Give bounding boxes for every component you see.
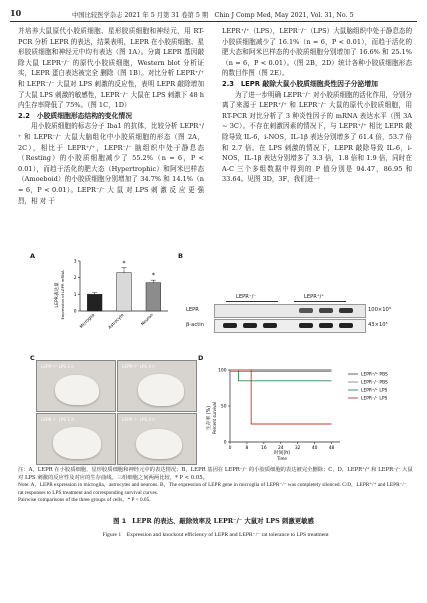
x-tick-label: 16 xyxy=(261,446,267,451)
legend-label: LEPR⁻/⁻ LPS xyxy=(361,396,388,402)
x-tick-label: 40 xyxy=(311,446,318,451)
bar xyxy=(87,294,102,311)
left-column xyxy=(18,26,204,206)
y-tick-label: 100 xyxy=(218,368,227,374)
panel-b-western-blot xyxy=(186,266,418,336)
x-axis-label-en: Time xyxy=(277,456,287,461)
blot-band xyxy=(339,323,353,328)
group-bracket xyxy=(226,301,278,302)
note-en: Note. A，LEPR expression in microglia，astrocytes and neurons. B，The expression of LEPR gene in microglia of LEPR⁻/⁻ was completely silenced. C/D，LEPR⁺/⁺ and LEPR⁻/⁻ rat responses to LPS treatment and corresponding survival curves. xyxy=(18,482,407,496)
y-tick-label: 50 xyxy=(220,404,227,410)
y-axis-label-en: Expression of LEPR mRNA xyxy=(60,270,65,320)
photo-label: LEPR⁻/⁻ LPS 1 h xyxy=(41,417,75,422)
rat-image xyxy=(53,427,101,459)
paragraph: 并培养大鼠原代小胶质细胞、星形胶质细胞和神经元，用 RT-PCR 分析 LEPR 的表达，结果表明，LEPR 在小胶质细胞、星形胶质细胞和神经元中均有表达（图 1A）。分离 LEPR 基因敲除大鼠 LEPR⁻/⁻ 的原代小胶质细胞，Western blot 分析证实，LEPR 蛋白表达被完全 删除（图 1B）。对比分析 LEPR⁺/⁺ 和 LEPR⁻/⁻ 大鼠对 LPS 刺激的反应性，表明 LEPR 敲除增加了大鼠 LPS 刺激的敏感性，LEPR⁻/⁻ 大鼠在 LPS 刺激下 48 h 内生存率降低了 75%。（图 1C，1D） xyxy=(18,27,204,110)
blot-band xyxy=(223,323,237,328)
rat-image xyxy=(138,374,184,406)
row-label: β-actin xyxy=(186,322,204,328)
bar xyxy=(146,283,161,311)
bar-chart-svg xyxy=(54,255,174,333)
group-bracket xyxy=(294,301,346,302)
x-tick-label: 24 xyxy=(277,446,284,451)
panel-d-letter: D xyxy=(198,354,204,362)
x-tick-label: Neuron xyxy=(139,312,155,327)
x-tick-label: Microglia xyxy=(78,312,96,330)
survival-line xyxy=(230,370,332,424)
figure-note xyxy=(18,467,413,505)
journal-running-title: 中国比较医学杂志 2021 年 5 月第 31 卷第 5 期 Chin J Comp Med, May 2021, Vol. 31, No. 5 xyxy=(72,12,354,19)
x-tick-label: 32 xyxy=(294,446,301,451)
y-axis-label: LEPR表达量 xyxy=(55,282,60,308)
section-heading: 2.3 LEPR 敲除大鼠小胶质细胞炎性因子分泌增加 xyxy=(222,79,378,88)
blot-band xyxy=(243,323,257,328)
blot-band xyxy=(319,308,333,313)
panel-a-letter: A xyxy=(30,252,36,260)
significance-star: * xyxy=(122,260,126,268)
panel-b-letter: B xyxy=(178,252,183,260)
mouse-photo xyxy=(117,360,197,412)
paragraph: 用小胶质细胞的标志分子 Iba1 的抗体，比较分析 LEPR⁺/⁺ 和 LEPR⁻/⁻ 大鼠大脑组化中小胶质细胞的形态（图 2A，2C），相比于 LEPR⁺/⁺，LEPR⁻/⁻ 脑组织中处于静息态（Resting）的小胶质细胞减少了 55.2%（n = 6，P < 0.01），而趋于活化的肥大态（Hypertrophic）和阿米巴样态（Amoeboid）的小胶质细胞分别增加了 34.7% 和 14.1%（n = 6，P < 0.01）。LEPR⁻/⁻ 大 鼠 对 LPS 刺 激 反 应 更 强 烈，相 对 于 xyxy=(18,122,204,205)
section-heading: 2.2 小胶质细胞形态结构的变化情况 xyxy=(18,111,132,120)
blot-band xyxy=(319,323,333,328)
x-tick-label: 8 xyxy=(245,446,249,451)
group-label: LEPR⁺/⁺ xyxy=(304,294,325,300)
legend-label: LEPR⁺/⁺ LPS xyxy=(361,388,388,394)
x-tick-label: 48 xyxy=(328,446,335,451)
y-tick-label: 3 xyxy=(73,259,77,265)
x-tick-label: 0 xyxy=(228,446,232,451)
mouse-photo xyxy=(117,413,197,465)
blot-row-actin xyxy=(214,319,366,333)
row-label: LEPR xyxy=(186,307,199,313)
paragraph: LEPR⁺/⁺（LPS），LEPR⁻/⁻（LPS）大鼠脑组织中处于静息态的小胶质细胞减少了 16.1%（n = 6，P < 0.01），而趋于活化的肥大态和阿米巴样态的小胶质细胞分别增加了 16.6% 和 25.1%（n = 6，P < 0.01）。（图 2B，2D）统计各种小胶质细胞形态的数目作图（图 2E）。 xyxy=(222,27,412,78)
caption-text: LEPR 的表达、敲除效率及 LEPR⁻/⁻ 大鼠对 LPS 刺激更敏感 xyxy=(132,517,314,525)
bar xyxy=(117,273,132,311)
running-header xyxy=(10,8,417,20)
legend-label: LEPR⁻/⁻ PBS xyxy=(361,380,388,386)
y-tick-label: 1 xyxy=(73,292,77,298)
figure-caption-zh xyxy=(0,516,427,525)
y-axis-label: 生存率 (%) xyxy=(207,405,212,431)
panel-d-survival-chart xyxy=(200,360,415,462)
rat-image xyxy=(55,375,99,405)
y-axis-label-en: Percent survival xyxy=(212,402,217,434)
survival-chart-svg xyxy=(200,360,415,462)
y-tick-label: 0 xyxy=(73,309,77,315)
photo-label: LEPR⁺/⁺ LPS 4 h xyxy=(122,364,156,369)
header-rule xyxy=(10,21,417,22)
mouse-photo xyxy=(36,360,116,412)
blot-row-lepr xyxy=(214,304,366,318)
panel-a-bar-chart xyxy=(54,255,174,333)
mouse-photo xyxy=(36,413,116,465)
figure-number: 图 1 xyxy=(113,517,127,525)
paragraph: 为了进一步明确 LEPR⁻/⁻ 对小胶质细胞的活化作用，分别分离了来源于 LEPR⁺/⁺ 和 LEPR⁻/⁻ 大鼠的原代小胶质细胞，用 RT-PCR 对比分析了 3 种炎性因子的 mRNA 表达水平（图 3A ~ 3C）。不存在刺激因素的情况下，与 LEPR⁺/⁺ 相比 LEPR 敲除导致 IL-6，i-NOS，IL-1β 表达分别增多了 61.4 倍，53.7 倍和 2.7 倍。在 LPS 刺激的情况下，LEPR 敲除导致 IL-6，i-NOS，IL-1β 表达分别增多了 3.3 倍，1.8 倍和 1.9 倍，同时在 A-C 三个多组数据中得到的 P 值分别是 94.47，86.95 和 33.64。见图 3D，3F，我们进一 xyxy=(222,90,412,184)
significance-star: * xyxy=(151,271,155,279)
x-axis-label: 时间(h) xyxy=(273,451,291,456)
photo-label: LEPR⁻/⁻ LPS 4 h xyxy=(122,417,156,422)
legend-label: LEPR⁺/⁺ PBS xyxy=(361,372,388,378)
note-en: Pairwise comparisons of the three groups of cells，* P < 0.05. xyxy=(18,497,151,504)
right-column xyxy=(222,26,412,185)
note-zh: 注：A，LEPR 在小胶质细胞、星形胶质细胞和神经元中的表达情况；B，LEPR 基因在 LEPR⁻/⁻ 的小胶质细胞的表达被完全删除；C，D，LEPR⁺/⁺ 和 LEPR⁻/⁻ 大鼠对 LPS 刺激的反应性及对应的生存曲线。三组细胞之间两两比较，* P < 0.05。 xyxy=(18,467,413,481)
y-tick-label: 2 xyxy=(73,276,77,282)
x-tick-label: Astrocyte xyxy=(107,312,125,330)
figure-caption-en: Figure 1 Expression and knockout efficiency of LEPR and LEPR⁻/⁻ rat tolerance to LPS treatment xyxy=(102,532,329,538)
panel-c-letter: C xyxy=(30,354,35,362)
page-number: 10 xyxy=(10,8,22,18)
mw-label: 43×10³ xyxy=(368,322,388,328)
blot-band xyxy=(299,308,313,313)
y-tick-label: 0 xyxy=(223,440,227,446)
group-label: LEPR⁻/⁻ xyxy=(236,294,257,300)
blot-band xyxy=(263,323,277,328)
photo-label: LEPR⁺/⁺ LPS 1 h xyxy=(41,364,75,369)
blot-band xyxy=(339,308,353,313)
blot-band xyxy=(299,323,313,328)
rat-image xyxy=(136,429,182,459)
mw-label: 100×10³ xyxy=(368,307,391,313)
